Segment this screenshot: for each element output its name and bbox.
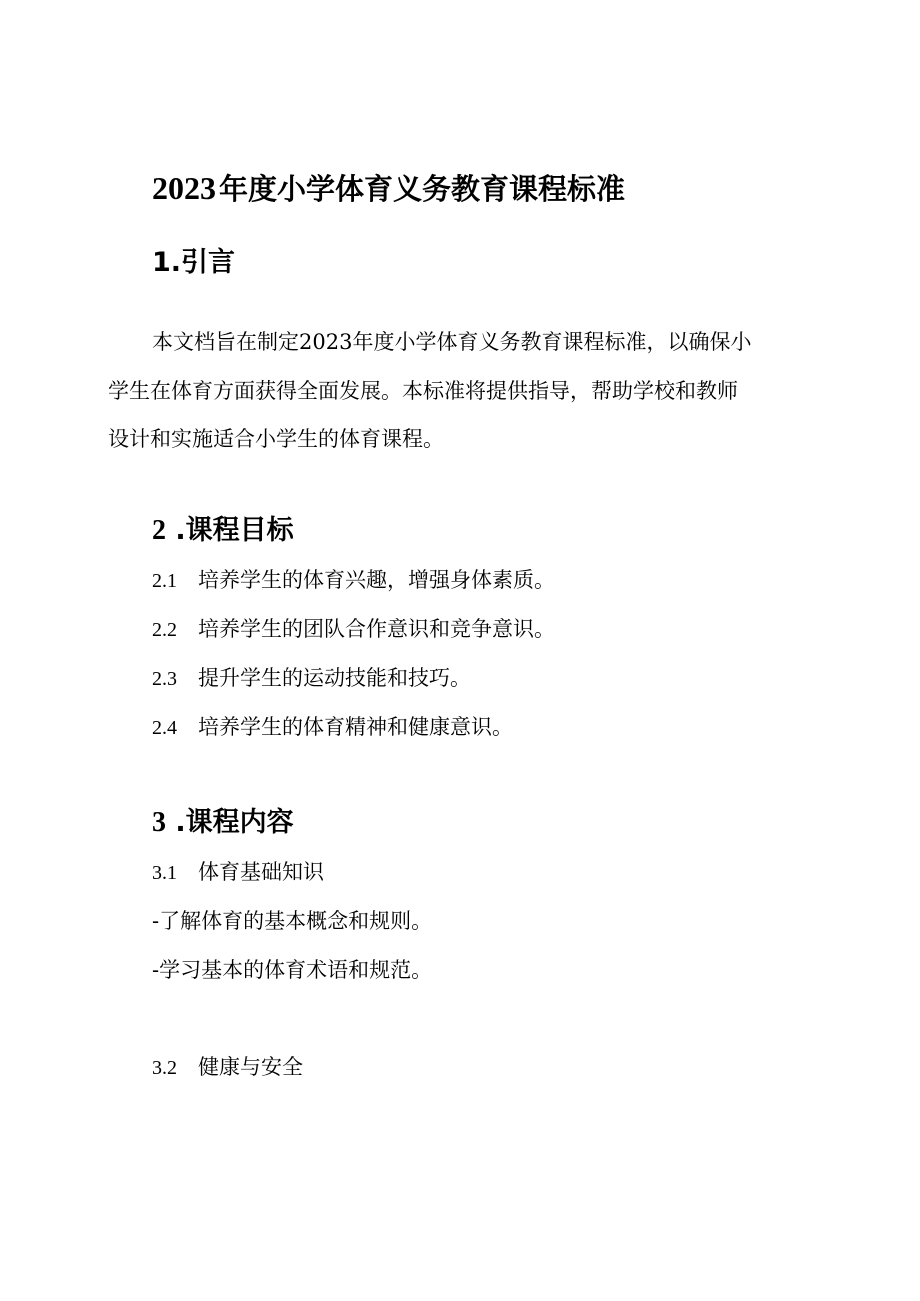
item-text: 培养学生的团队合作意识和竞争意识。 xyxy=(198,617,555,641)
intro-paragraph xyxy=(108,318,808,464)
title-text: 年度小学体育义务教育课程标准 xyxy=(219,172,626,206)
item-number: 3.1 xyxy=(152,862,177,884)
content-subsection xyxy=(152,1052,303,1083)
goal-item xyxy=(152,663,471,694)
section-2-number: 2 xyxy=(152,515,166,546)
section-3-heading xyxy=(152,804,294,842)
title-year: 2023 xyxy=(152,170,216,206)
item-number: 2.3 xyxy=(152,668,177,690)
section-2-heading xyxy=(152,512,294,550)
document-title xyxy=(152,168,625,209)
section-3-number: 3 xyxy=(152,807,166,838)
goal-item xyxy=(152,614,555,645)
paragraph-line: 学生在体育方面获得全面发展。本标准将提供指导，帮助学校和教师 xyxy=(108,378,738,403)
item-number: 2.2 xyxy=(152,619,177,641)
item-text: 培养学生的体育兴趣，增强身体素质。 xyxy=(198,568,555,592)
item-text: 培养学生的体育精神和健康意识。 xyxy=(198,715,513,739)
section-3-title: .课程内容 xyxy=(166,807,294,838)
item-text: 提升学生的运动技能和技巧。 xyxy=(198,666,471,690)
paragraph-line: 本文档旨在制定2023年度小学体育义务教育课程标准，以确保小 xyxy=(152,330,752,354)
item-text: 体育基础知识 xyxy=(198,860,324,884)
section-1-heading: 1.引言 xyxy=(152,247,236,278)
bullet-item: -学习基本的体育术语和规范。 xyxy=(152,958,433,982)
item-number: 3.2 xyxy=(152,1057,177,1079)
content-subsection xyxy=(152,857,324,888)
section-2-title: .课程目标 xyxy=(166,515,294,546)
bullet-item: -了解体育的基本概念和规则。 xyxy=(152,909,433,933)
goal-item xyxy=(152,565,555,596)
paragraph-line: 设计和实施适合小学生的体育课程。 xyxy=(108,427,444,451)
item-text: 健康与安全 xyxy=(198,1055,303,1079)
item-number: 2.4 xyxy=(152,717,177,739)
goal-item xyxy=(152,712,513,743)
item-number: 2.1 xyxy=(152,570,177,592)
